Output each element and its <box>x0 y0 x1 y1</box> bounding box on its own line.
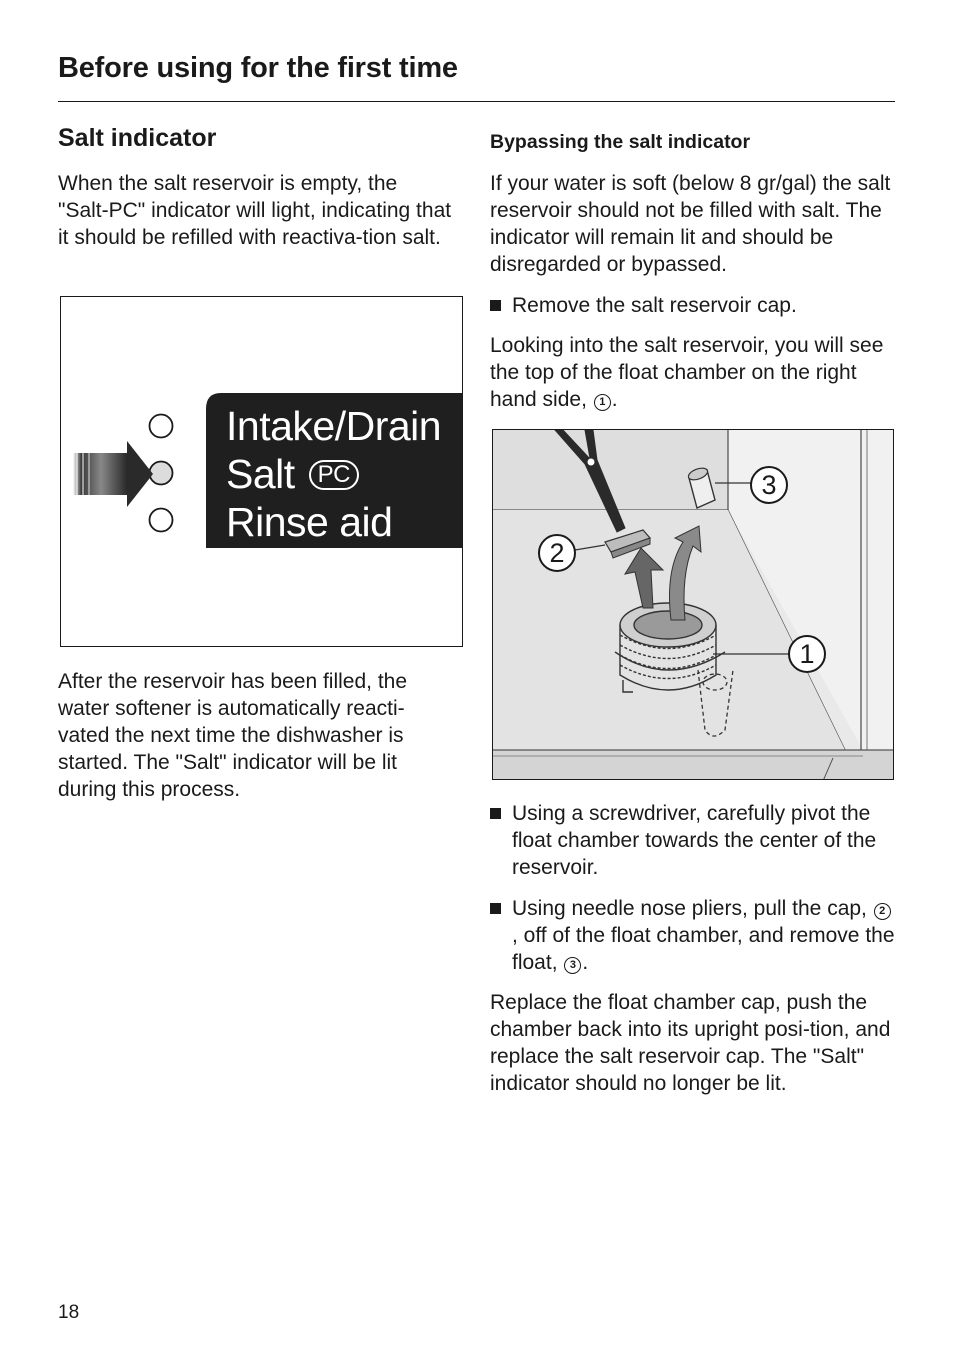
intake-drain-light-icon <box>150 415 173 438</box>
page-header-title: Before using for the first time <box>58 52 458 84</box>
step-pivot-float-chamber <box>490 800 895 881</box>
looking-into-text: Looking into the salt reservoir, you will see the top of the float chamber on the right hand side, <box>490 334 884 411</box>
bullet-square-icon <box>490 300 501 311</box>
callout-3: 3 <box>750 466 788 504</box>
after-filling-paragraph: After the reservoir has been filled, the water softener is automatically reacti-vated the next time the dishwasher is started. The "Salt" indicator will be lit during this process. <box>58 670 408 801</box>
salt-reservoir-illustration <box>493 430 894 780</box>
bullet-square-icon <box>490 903 501 914</box>
panel-label-salt <box>226 451 359 497</box>
header-divider <box>58 101 895 102</box>
panel-label-salt-text: Salt <box>226 451 295 497</box>
panel-label-intake-drain: Intake/Drain <box>226 403 442 449</box>
salt-light-icon <box>150 462 173 485</box>
pc-badge: PC <box>309 460 359 490</box>
callout-1: 1 <box>788 635 826 673</box>
subtitle-bypassing: Bypassing the salt indicator <box>490 131 751 153</box>
panel-label-rinse-aid: Rinse aid <box>226 499 393 545</box>
pointer-arrow-icon <box>73 441 153 507</box>
step-pull-cap-text-b: , off of the float chamber, and remove the float, <box>512 924 895 974</box>
ref-1-icon: 1 <box>594 394 611 411</box>
callout-2: 2 <box>538 534 576 572</box>
section-title-salt-indicator: Salt indicator <box>58 124 217 152</box>
soft-water-paragraph: If your water is soft (below 8 gr/gal) the salt reservoir should not be filled with salt. The indicator will remain lit and should be disregarded or bypassed. <box>490 172 891 276</box>
replace-cap-paragraph: Replace the float chamber cap, push the chamber back into its upright posi-tion, and replace the salt reservoir cap. The "Salt" indicator should no longer be lit. <box>490 991 891 1095</box>
salt-indicator-intro: When the salt reservoir is empty, the "Salt-PC" indicator will light, indicating that it should be refilled with reactiva-tion salt. <box>58 172 452 249</box>
step-pull-cap-end: . <box>582 951 589 974</box>
salt-reservoir-figure <box>492 429 894 780</box>
step-remove-cap-text: Remove the salt reservoir cap. <box>512 294 797 317</box>
looking-into-end: . <box>611 388 618 411</box>
rinse-aid-light-icon <box>150 509 173 532</box>
control-panel-figure <box>60 296 463 647</box>
step-remove-cap <box>490 292 895 319</box>
step-pull-cap-text-a: Using needle nose pliers, pull the cap, <box>512 897 867 920</box>
step-pull-cap <box>490 895 895 976</box>
bullet-square-icon <box>490 808 501 819</box>
ref-2-icon: 2 <box>874 903 891 920</box>
ref-3-icon: 3 <box>564 957 581 974</box>
looking-into-paragraph <box>490 332 895 413</box>
page-number: 18 <box>58 1302 80 1323</box>
step-pivot-text: Using a screwdriver, carefully pivot the float chamber towards the center of the reservoir. <box>512 802 877 879</box>
